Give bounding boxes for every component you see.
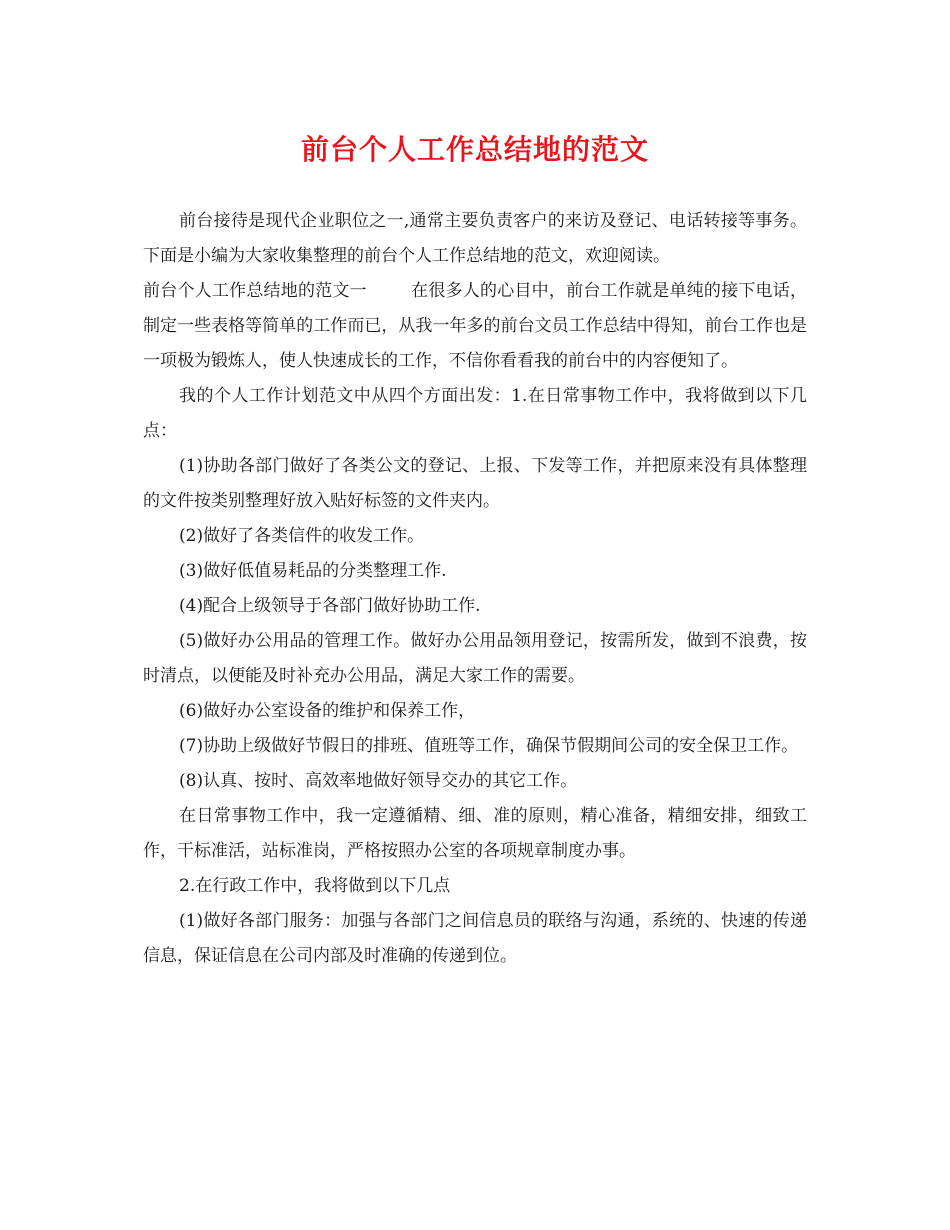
list-item-1: (1)协助各部门做好了各类公文的登记、上报、下发等工作，并把原来没有具体整理的文件按类别整理好放入贴好标签的文件夹内。	[143, 456, 807, 511]
list-item-7: (7)协助上级做好节假日的排班、值班等工作，确保节假期间公司的安全保卫工作。	[179, 736, 799, 756]
list-item-6: (6)做好办公室设备的维护和保养工作，	[179, 701, 476, 721]
section-one-heading: 前台个人工作总结地的范文一	[143, 281, 367, 301]
admin-item-1: (1)做好各部门服务：加强与各部门之间信息员的联络与沟通，系统的、快速的传递信息，保证信息在公司内部及时准确的传递到位。	[143, 911, 807, 966]
section-one-text: 在很多人的心目中，前台工作就是单纯的接下电话，制定一些表格等简单的工作而已，从我一年多的前台文员工作总结中得知，前台工作也是一项极为锻炼人，使人快速成长的工作，不信你看看我的前台中的内容便知了。	[143, 281, 808, 371]
document-title: 前台个人工作总结地的范文	[300, 133, 649, 166]
admin-heading: 2.在行政工作中，我将做到以下几点	[179, 876, 451, 896]
plan-paragraph: 我的个人工作计划范文中从四个方面出发：1.在日常事物工作中，我将做到以下几点：	[143, 386, 807, 441]
section-one-paragraph	[143, 274, 807, 379]
list-item-2: (2)做好了各类信件的收发工作。	[179, 526, 425, 546]
document-body	[143, 204, 807, 974]
intro-paragraph: 前台接待是现代企业职位之一,通常主要负责客户的来访及登记、电话转接等事务。下面是小编为大家收集整理的前台个人工作总结地的范文，欢迎阅读。	[143, 211, 807, 266]
list-item-4: (4)配合上级领导于各部门做好协助工作.	[179, 596, 481, 616]
list-item-5: (5)做好办公用品的管理工作。做好办公用品领用登记，按需所发，做到不浪费，按时清点，以便能及时补充办公用品，满足大家工作的需要。	[143, 631, 807, 686]
principle-paragraph: 在日常事物工作中，我一定遵循精、细、准的原则，精心准备，精细安排，细致工作，干标准活，站标准岗，严格按照办公室的各项规章制度办事。	[143, 806, 807, 861]
list-item-3: (3)做好低值易耗品的分类整理工作.	[179, 561, 447, 581]
list-item-8: (8)认真、按时、高效率地做好领导交办的其它工作。	[179, 771, 578, 791]
